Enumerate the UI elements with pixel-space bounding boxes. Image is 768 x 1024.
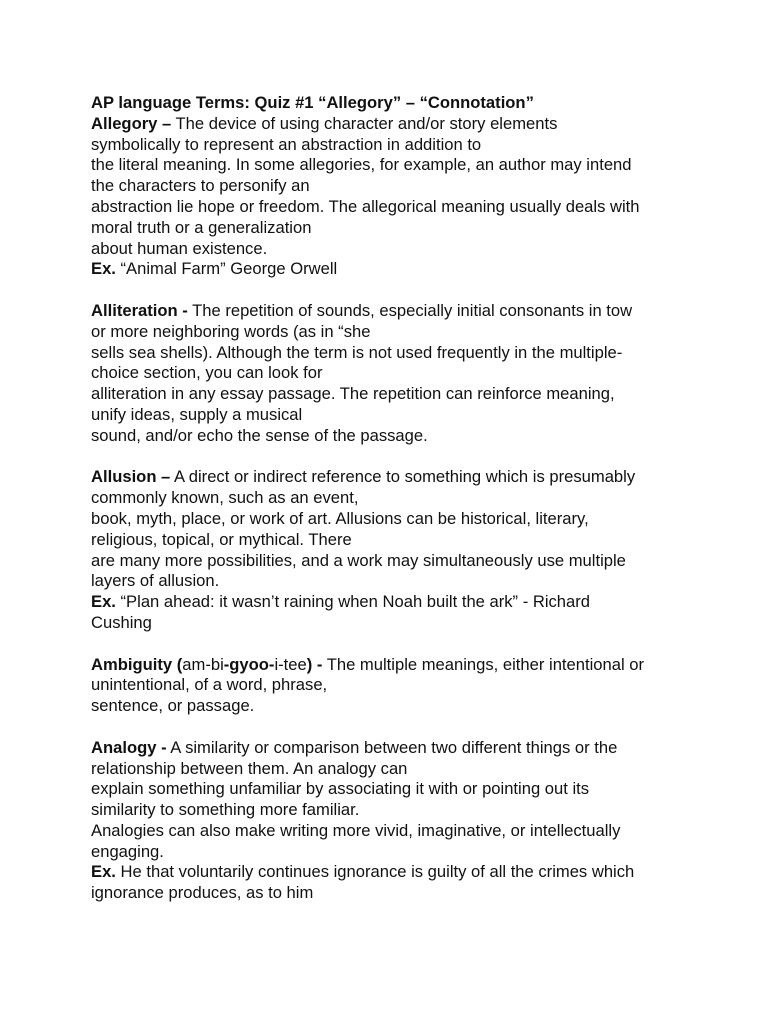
pronunciation-part: i-tee <box>274 654 307 674</box>
definition-text: The device of using character and/or story elements <box>171 113 558 133</box>
definition-line: sound, and/or echo the sense of the passage. <box>91 425 428 445</box>
definition-line: abstraction lie hope or freedom. The allegorical meaning usually deals with <box>91 196 640 216</box>
example-line <box>91 592 731 613</box>
definition-text: A similarity or comparison between two different things or the <box>166 737 618 757</box>
definition-line: relationship between them. An analogy can <box>91 758 408 778</box>
section-spacer <box>91 717 731 738</box>
definition-line: moral truth or a generalization <box>91 217 312 237</box>
term-allegory <box>91 114 731 280</box>
definition-line: Analogies can also make writing more vivid, imaginative, or intellectually <box>91 820 621 840</box>
term-heading: Analogy - <box>91 737 167 757</box>
example-line: Cushing <box>91 612 152 632</box>
definition-line <box>91 114 731 135</box>
example-text-rest: rge Orwell <box>261 259 338 279</box>
definition-line: sells sea shells). Although the term is not used frequently in the multiple- <box>91 342 623 362</box>
term-heading: Ambiguity ( <box>91 654 183 674</box>
definition-line: alliteration in any essay passage. The repetition can reinforce meaning, <box>91 384 615 404</box>
term-alliteration <box>91 301 731 447</box>
definition-line: or more neighboring words (as in “she <box>91 321 371 341</box>
example-attribution: - Richard <box>518 592 591 612</box>
example-label: Ex. <box>91 592 116 612</box>
section-spacer <box>91 280 731 301</box>
term-heading: Alliteration - <box>91 300 188 320</box>
page-title: AP language Terms: Quiz #1 “Allegory” – “Connotation” <box>91 93 534 112</box>
definition-line <box>91 655 731 676</box>
example-line <box>91 862 731 883</box>
definition-line: religious, topical, or mythical. There <box>91 529 352 549</box>
term-heading: Allusion – <box>91 467 171 487</box>
definition-text: The repetition of sounds, especially initial consonants in tow <box>187 300 633 320</box>
example-text: “Animal Farm” Geo <box>115 259 262 279</box>
definition-line: layers of allusion. <box>91 571 220 591</box>
term-ambiguity <box>91 655 731 717</box>
definition-text: A direct or indirect reference to something which is presumably <box>170 467 636 487</box>
term-allusion <box>91 467 731 633</box>
definition-line: explain something unfamiliar by associating it with or pointing out its <box>91 779 590 799</box>
definition-line: commonly known, such as an event, <box>91 488 359 508</box>
document-page <box>91 93 731 904</box>
example-text: He that voluntarily continues ignorance is guilty of all the crimes which <box>115 862 635 882</box>
example-label: Ex. <box>91 862 116 882</box>
definition-line <box>91 467 731 488</box>
example-quote: “Plan ahead: it wasn’t raining when Noah built the ark” <box>115 592 519 612</box>
section-spacer <box>91 447 731 468</box>
definition-line: the literal meaning. In some allegories, for example, an author may intend <box>91 155 632 175</box>
section-spacer <box>91 634 731 655</box>
definition-line: book, myth, place, or work of art. Allusions can be historical, literary, <box>91 508 589 528</box>
definition-line: about human existence. <box>91 238 268 258</box>
pronunciation-part: am-bi <box>182 654 224 674</box>
definition-line: are many more possibilities, and a work may simultaneously use multiple <box>91 550 626 570</box>
definition-line: sentence, or passage. <box>91 696 255 716</box>
term-analogy <box>91 738 731 904</box>
definition-line: the characters to personify an <box>91 176 310 196</box>
definition-line <box>91 738 731 759</box>
definition-line: similarity to something more familiar. <box>91 800 360 820</box>
pronunciation-stress: -gyoo- <box>223 654 275 674</box>
definition-line: engaging. <box>91 841 164 861</box>
example-line: ignorance produces, as to him <box>91 883 314 903</box>
term-heading-close: ) - <box>306 654 323 674</box>
definition-line: unintentional, of a word, phrase, <box>91 675 328 695</box>
definition-line: unify ideas, supply a musical <box>91 404 303 424</box>
definition-text: The multiple meanings, either intentional or <box>322 654 645 674</box>
definition-line <box>91 301 731 322</box>
example-line <box>91 259 731 280</box>
definition-line: choice section, you can look for <box>91 363 323 383</box>
example-label: Ex. <box>91 259 116 279</box>
definition-line: symbolically to represent an abstraction in addition to <box>91 134 482 154</box>
term-heading: Allegory – <box>91 113 172 133</box>
